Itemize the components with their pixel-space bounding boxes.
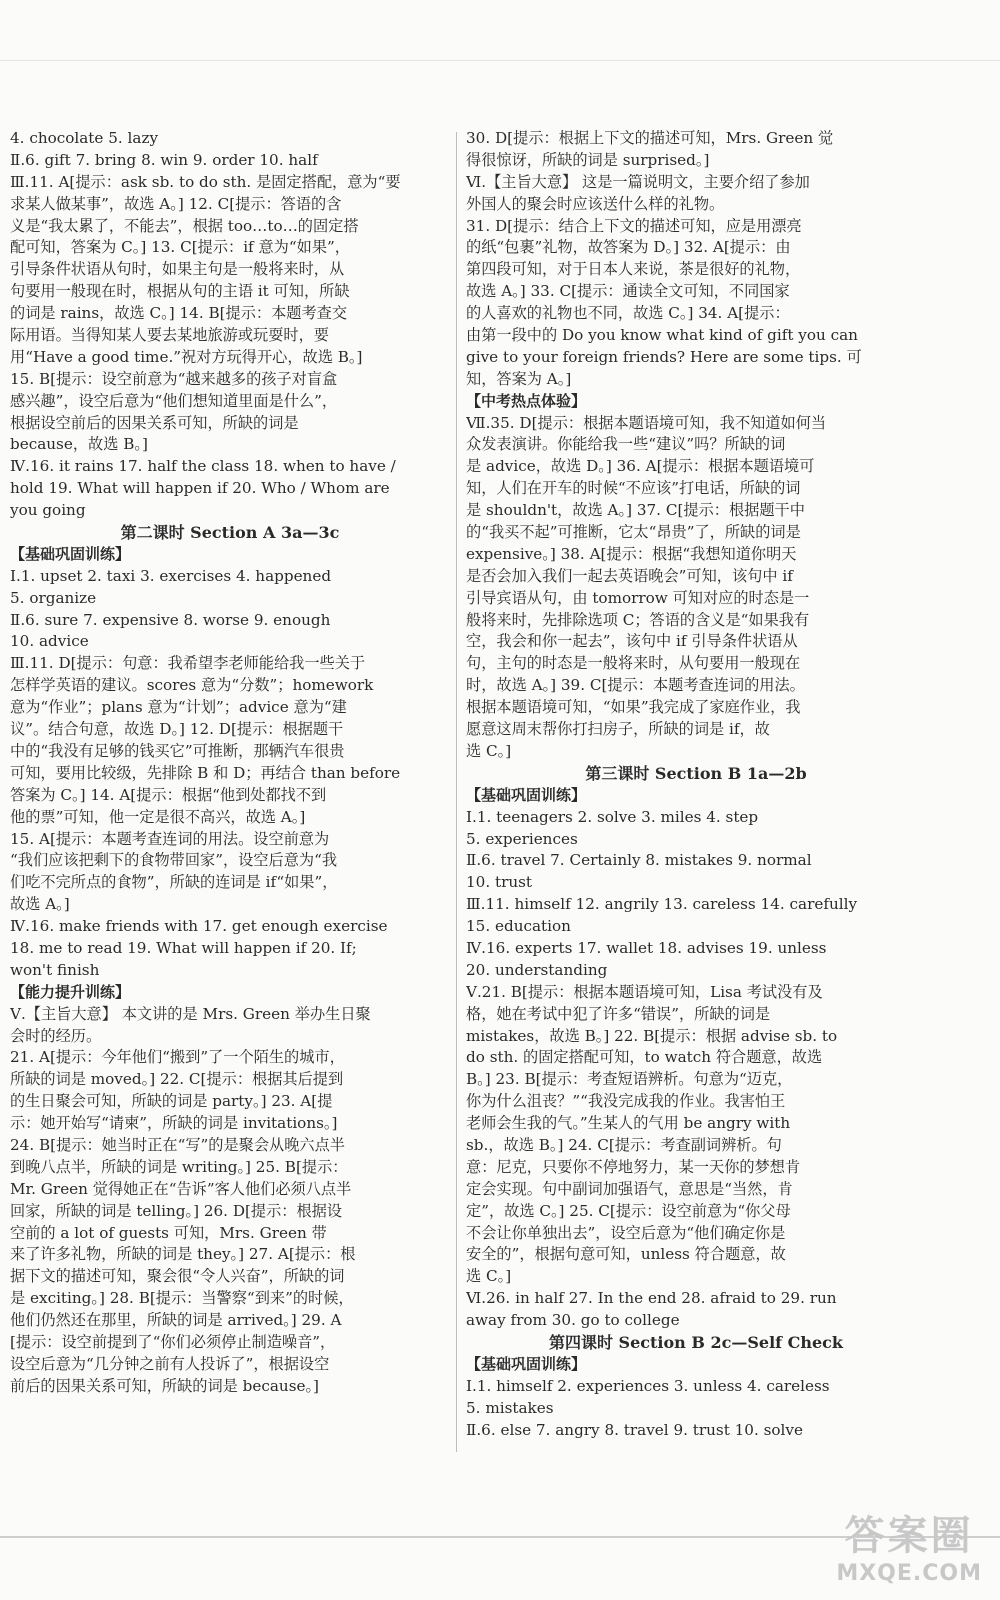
section-heading: 【基础巩固训练】 (466, 1354, 587, 1373)
answer-line: 15. B[提示：设空前意为“越来越多的孩子对盲盒 (10, 369, 338, 388)
answer-line: Ⅱ.6. travel 7. Certainly 8. mistakes 9. normal (466, 851, 812, 870)
answer-line: won't finish (10, 960, 100, 979)
answer-line: mistakes，故选 B。] 22. B[提示：根据 advise sb. to (466, 1026, 838, 1045)
answer-line: 是 exciting。] 28. B[提示：当警察“到来”的时候， (10, 1289, 354, 1308)
answer-line: “我们应该把剩下的食物带回家”，设空后意为“我 (10, 851, 338, 870)
answer-line: 来了许多礼物，所缺的词是 they。] 27. A[提示：根 (10, 1245, 356, 1264)
answer-line: 回家，所缺的词是 telling。] 26. D[提示：根据设 (10, 1201, 343, 1220)
answer-line: 中的“我没有足够的钱买它”可推断，那辆汽车很贵 (10, 741, 345, 760)
answer-line: 引导宾语从句，由 tomorrow 可知对应的时态是一 (466, 588, 810, 607)
answer-line: Ⅲ.11. A[提示：ask sb. to do sth. 是固定搭配，意为“要 (10, 172, 401, 191)
answer-line: 定”，故选 C。] 25. C[提示：设空前意为“你父母 (466, 1201, 791, 1220)
answer-line: B。] 23. B[提示：考查短语辨析。句意为“迈克， (466, 1070, 793, 1089)
top-rule (0, 60, 1000, 61)
answer-line: 据下文的描述可知，聚会很“令人兴奋”，所缺的词 (10, 1267, 345, 1286)
answer-line: 5. mistakes (466, 1398, 554, 1417)
answer-line: 可知，要用比较级，先排除 B 和 D；再结合 than before (10, 763, 401, 782)
answer-line: 句要用一般现在时，根据从句的主语 it 可知，所缺 (10, 282, 350, 301)
watermark-bottom-text: MXQE.COM (836, 1561, 982, 1586)
answer-line: 愿意这周末帮你打扫房子，所缺的词是 if，故 (466, 720, 770, 739)
answer-line: 示：她开始写“请柬”，所缺的词是 invitations。] (10, 1114, 338, 1133)
answer-line: 众发表演讲。你能给我一些“建议”吗？所缺的词 (466, 435, 786, 454)
answer-line: 是 shouldn't，故选 A。] 37. C[提示：根据题干中 (466, 501, 805, 520)
answer-line: 配可知，答案为 C。] 13. C[提示：if 意为“如果”， (10, 238, 350, 257)
answer-line: Ⅱ.6. sure 7. expensive 8. worse 9. enough (10, 610, 331, 629)
answer-line: 根据设空前后的因果关系可知，所缺的词是 (10, 413, 299, 432)
answer-line: 般将来时，先排除选项 C；答语的含义是“如果我有 (466, 610, 810, 629)
answer-line: Ⅲ.11. himself 12. angrily 13. careless 14. carefully (466, 895, 858, 914)
answer-line: 24. B[提示：她当时正在“写”的是聚会从晚六点半 (10, 1135, 345, 1154)
answer-line: 安全的”，根据句意可知，unless 符合题意，故 (466, 1245, 786, 1264)
section-heading: 【基础巩固训练】 (10, 544, 131, 563)
answer-line: 时，故选 A。] 39. C[提示：本题考查连词的用法。 (466, 676, 805, 695)
answer-line: 根据本题语境可知，“如果”我完成了家庭作业，我 (466, 698, 801, 717)
answer-line: 前后的因果关系可知，所缺的词是 because。] (10, 1376, 319, 1395)
answer-line: 5. organize (10, 588, 97, 607)
answer-line: 感兴趣”，设空后意为“他们想知道里面是什么”， (10, 391, 338, 410)
answer-line: 际用语。当得知某人要去某地旅游或玩耍时，要 (10, 326, 329, 345)
answer-line: 21. A[提示：今年他们“搬到”了一个陌生的城市， (10, 1048, 345, 1067)
left-column (10, 128, 450, 1398)
answer-line: 的人喜欢的礼物也不同，故选 C。] 34. A[提示： (466, 304, 790, 323)
answer-line: 空前的 a lot of guests 可知，Mrs. Green 带 (10, 1223, 327, 1242)
section-heading: 【中考热点体验】 (466, 391, 587, 410)
section-heading: 【能力提升训练】 (10, 982, 131, 1001)
answer-line: Ⅶ.35. D[提示：根据本题语境可知，我不知道如何当 (466, 413, 827, 432)
answer-line: Ⅲ.11. D[提示：句意：我希望李老师能给我一些关于 (10, 654, 366, 673)
lesson-heading: 第四课时 Section B 2c—Self Check (548, 1332, 843, 1352)
answer-line: 故选 A。] (10, 895, 70, 914)
answer-line: 18. me to read 19. What will happen if 20. If; (10, 938, 357, 957)
answer-line: 的生日聚会可知，所缺的词是 party。] 23. A[提 (10, 1092, 333, 1111)
answer-line: hold 19. What will happen if 20. Who / Whom are (10, 479, 390, 498)
answer-line: 们吃不完所点的食物”，所缺的连词是 if“如果”， (10, 873, 338, 892)
answer-line: 的“我买不起”可推断，它太“昂贵”了，所缺的词是 (466, 523, 801, 542)
answer-line: Ⅵ.【主旨大意】 这是一篇说明文，主要介绍了参加 (466, 172, 810, 191)
answer-line: 用“Have a good time.”祝对方玩得开心，故选 B。] (10, 347, 363, 366)
answer-line: 空，我会和你一起去”，该句中 if 引导条件状语从 (466, 632, 798, 651)
site-watermark-logo (836, 1504, 982, 1586)
answer-line: 答案为 C。] 14. A[提示：根据“他到处都找不到 (10, 785, 327, 804)
answer-line: sb.，故选 B。] 24. C[提示：考查副词辨析。句 (466, 1135, 782, 1154)
answer-line: 意：尼克，只要你不停地努力，某一天你的梦想肯 (466, 1157, 801, 1176)
section-heading: 【基础巩固训练】 (466, 785, 587, 804)
lesson-heading: 第二课时 Section A 3a—3c (120, 523, 340, 543)
answer-line: 意为“作业”；plans 意为“计划”；advice 意为“建 (10, 698, 347, 717)
answer-line: Ⅰ.1. himself 2. experiences 3. unless 4. careless (466, 1376, 830, 1395)
answer-line: Ⅳ.16. make friends with 17. get enough exercise (10, 917, 388, 936)
answer-line: 定会实现。句中副词加强语气，意思是“当然，肯 (466, 1179, 793, 1198)
answer-line: 31. D[提示：结合上下文的描述可知，应是用漂亮 (466, 216, 802, 235)
answer-line: 故选 A。] 33. C[提示：通读全文可知，不同国家 (466, 282, 790, 301)
answer-line: 求某人做某事”，故选 A。] 12. C[提示：答语的含 (10, 194, 342, 213)
answer-line: 老师会生我的气。”生某人的气用 be angry with (466, 1114, 791, 1133)
answer-line: 的词是 rains，故选 C。] 14. B[提示：本题考查交 (10, 304, 348, 323)
answer-line: 格，她在考试中犯了许多“错误”，所缺的词是 (466, 1004, 771, 1023)
answer-line: 会时的经历。 (10, 1026, 102, 1045)
answer-line: 得很惊讶，所缺的词是 surprised。] (466, 150, 710, 169)
answer-line: Ⅴ.【主旨大意】 本文讲的是 Mrs. Green 举办生日聚 (10, 1004, 371, 1023)
watermark-top-text: 答案圈 (844, 1513, 974, 1559)
answer-line: 外国人的聚会时应该送什么样的礼物。 (466, 194, 725, 213)
answer-line: 第四段可知，对于日本人来说，茶是很好的礼物， (466, 260, 801, 279)
answer-line: 4. chocolate 5. lazy (10, 129, 159, 147)
answer-line: 15. A[提示：本题考查连词的用法。设空前意为 (10, 829, 330, 848)
answer-line: 10. advice (10, 632, 89, 651)
answer-line: 句，主句的时态是一般将来时，从句要用一般现在 (466, 654, 801, 673)
answer-line: 引导条件状语从句时，如果主句是一般将来时，从 (10, 260, 345, 279)
answer-line: 你为什么沮丧？”“我没完成我的作业。我害怕王 (466, 1092, 786, 1111)
answer-line: give to your foreign friends? Here are some tips. 可 (466, 347, 862, 366)
answer-line: 怎样学英语的建议。scores 意为“分数”；homework (10, 676, 374, 695)
answer-line: 20. understanding (466, 960, 608, 979)
lesson-heading: 第三课时 Section B 1a—2b (585, 763, 807, 783)
answer-line: do sth. 的固定搭配可知，to watch 符合题意，故选 (466, 1048, 823, 1067)
answer-line: Ⅳ.16. it rains 17. half the class 18. when to have / (10, 457, 396, 476)
answer-line: 15. education (466, 917, 571, 936)
answer-line: 到晚八点半，所缺的词是 writing。] 25. B[提示： (10, 1157, 348, 1176)
answer-line: you going (10, 501, 86, 520)
answer-line: 选 C。] (466, 741, 512, 760)
answer-line: 他们仍然还在那里，所缺的词是 arrived。] 29. A (10, 1311, 342, 1330)
answer-line: 不会让你单独出去”，设空后意为“他们确定你是 (466, 1223, 786, 1242)
answer-line: 是 advice，故选 D。] 36. A[提示：根据本题语境可 (466, 457, 815, 476)
answer-line: 设空后意为“几分钟之前有人投诉了”，根据设空 (10, 1354, 330, 1373)
answer-line: because，故选 B。] (10, 435, 148, 454)
answer-line: [提示：设空前提到了“你们必须停止制造噪音”， (10, 1332, 336, 1351)
answer-line: away from 30. go to college (466, 1311, 680, 1330)
answer-line: expensive。] 38. A[提示：根据“我想知道你明天 (466, 544, 797, 563)
answer-line: 30. D[提示：根据上下文的描述可知，Mrs. Green 觉 (466, 129, 834, 147)
column-divider (456, 132, 457, 1452)
answer-line: Ⅰ.1. upset 2. taxi 3. exercises 4. happened (10, 566, 332, 585)
answer-line: 议”。结合句意，故选 D。] 12. D[提示：根据题干 (10, 720, 344, 739)
answer-line: Ⅱ.6. else 7. angry 8. travel 9. trust 10. solve (466, 1420, 803, 1439)
answer-line: Ⅵ.26. in half 27. In the end 28. afraid to 29. run (466, 1289, 837, 1308)
answer-line: Ⅰ.1. teenagers 2. solve 3. miles 4. step (466, 807, 759, 826)
answer-line: Mr. Green 觉得她正在“告诉”客人他们必须八点半 (10, 1179, 352, 1198)
answer-line: Ⅳ.16. experts 17. wallet 18. advises 19. unless (466, 938, 827, 957)
answer-line: 10. trust (466, 873, 533, 892)
answer-line: Ⅱ.6. gift 7. bring 8. win 9. order 10. half (10, 150, 318, 169)
answer-line: 义是“我太累了，不能去”，根据 too…to…的固定搭 (10, 216, 359, 235)
answer-line: 的纸“包裹”礼物，故答案为 D。] 32. A[提示：由 (466, 238, 791, 257)
answer-line: 所缺的词是 moved。] 22. C[提示：根据其后提到 (10, 1070, 344, 1089)
answer-line: 知，答案为 A。] (466, 369, 572, 388)
right-column (466, 128, 926, 1441)
answer-line: Ⅴ.21. B[提示：根据本题语境可知，Lisa 考试没有及 (466, 982, 823, 1001)
answer-line: 选 C。] (466, 1267, 512, 1286)
answer-line: 是否会加入我们一起去英语晚会”可知，该句中 if (466, 566, 793, 585)
answer-line: 他的票”可知，他一定是很不高兴，故选 A。] (10, 807, 306, 826)
answer-line: 由第一段中的 Do you know what kind of gift you can (466, 326, 858, 345)
answer-line: 5. experiences (466, 829, 578, 848)
answer-line: 知，人们在开车的时候“不应该”打电话，所缺的词 (466, 479, 801, 498)
